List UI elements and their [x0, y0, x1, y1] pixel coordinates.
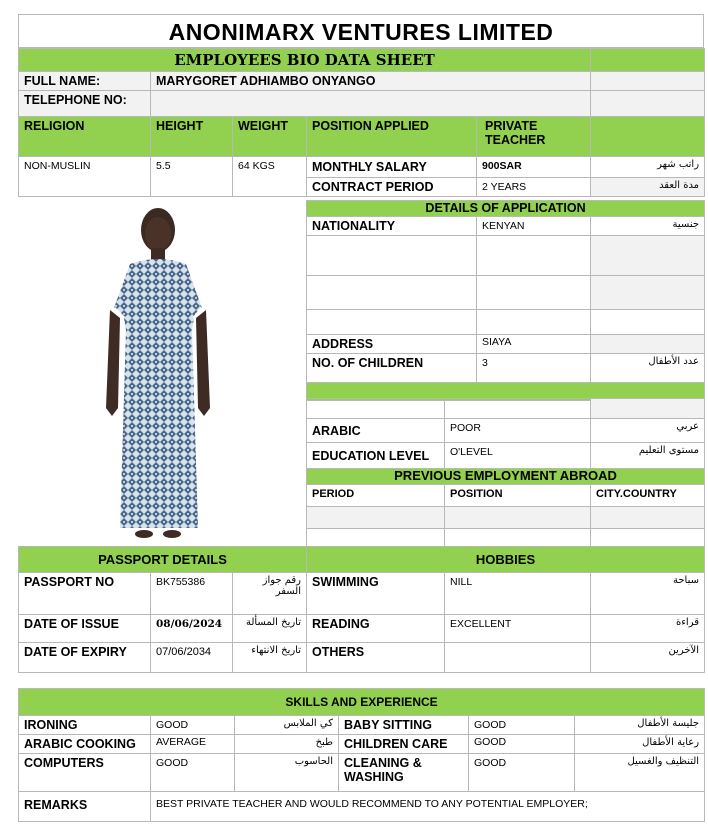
- arabic-label: ARABIC: [307, 419, 445, 443]
- education-value: O'LEVEL: [445, 443, 591, 469]
- personal-info-table: [18, 48, 705, 197]
- baby-sitting-value: GOOD: [469, 716, 575, 735]
- position-applied-value: PRIVATE TEACHER: [477, 117, 591, 157]
- address-label: ADDRESS: [307, 335, 477, 354]
- height-value: 5.5: [151, 157, 233, 197]
- full-name-label: FULL NAME:: [19, 72, 151, 91]
- weight-label: WEIGHT: [233, 117, 307, 157]
- arabic-cooking-ar: طبخ: [235, 735, 339, 754]
- telephone-value: [151, 91, 591, 117]
- computers-ar: الحاسوب: [235, 754, 339, 792]
- passport-no-value: BK755386: [151, 573, 233, 615]
- reading-ar: قراءة: [591, 615, 705, 643]
- ironing-ar: كي الملابس: [235, 716, 339, 735]
- swimming-ar: سباحة: [591, 573, 705, 615]
- person-illustration: [96, 198, 220, 542]
- skills-table: [18, 688, 705, 822]
- address-value: SIAYA: [477, 335, 591, 354]
- position-applied-label: POSITION APPLIED: [307, 117, 477, 157]
- remarks-label: REMARKS: [19, 792, 151, 822]
- city-country-label: CITY.COUNTRY: [591, 485, 705, 507]
- passport-no-label: PASSPORT NO: [19, 573, 151, 615]
- contract-period-ar: مدة العقد: [591, 178, 705, 197]
- hobbies-header: HOBBIES: [307, 547, 705, 573]
- issue-date-value: 08/06/2024: [151, 615, 233, 643]
- monthly-salary-value: 900SAR: [477, 157, 591, 178]
- application-header: DETAILS OF APPLICATION: [307, 201, 705, 217]
- contract-period-value: 2 YEARS: [477, 178, 591, 197]
- children-value: 3: [477, 354, 591, 383]
- issue-date-label: DATE OF ISSUE: [19, 615, 151, 643]
- height-label: HEIGHT: [151, 117, 233, 157]
- computers-value: GOOD: [151, 754, 235, 792]
- computers-label: COMPUTERS: [19, 754, 151, 792]
- weight-value: 64 KGS: [233, 157, 307, 197]
- skills-header: SKILLS AND EXPERIENCE: [19, 689, 705, 716]
- arabic-cooking-label: ARABIC COOKING: [19, 735, 151, 754]
- nationality-label: NATIONALITY: [307, 217, 477, 236]
- children-label: NO. OF CHILDREN: [307, 354, 477, 383]
- others-ar: الآخرين: [591, 643, 705, 673]
- company-title: ANONIMARX VENTURES LIMITED: [18, 14, 704, 48]
- contract-period-label: CONTRACT PERIOD: [307, 178, 477, 197]
- application-table: [306, 200, 705, 401]
- telephone-label: TELEPHONE NO:: [19, 91, 151, 117]
- cleaning-washing-value: GOOD: [469, 754, 575, 792]
- religion-value: NON-MUSLIN: [19, 157, 151, 197]
- ironing-value: GOOD: [151, 716, 235, 735]
- baby-sitting-label: BABY SITTING: [339, 716, 469, 735]
- monthly-salary-label: MONTHLY SALARY: [307, 157, 477, 178]
- arabic-value: POOR: [445, 419, 591, 443]
- issue-date-ar: تاريخ المسألة: [233, 615, 307, 643]
- education-label: EDUCATION LEVEL: [307, 443, 445, 469]
- expiry-date-value: 07/06/2034: [151, 643, 233, 673]
- expiry-date-label: DATE OF EXPIRY: [19, 643, 151, 673]
- expiry-date-ar: تاريخ الانتهاء: [233, 643, 307, 673]
- education-ar: مستوى التعليم: [591, 443, 705, 469]
- children-care-label: CHILDREN CARE: [339, 735, 469, 754]
- passport-hobbies-table: [18, 546, 705, 673]
- children-care-ar: رعاية الأطفال: [575, 735, 705, 754]
- cleaning-washing-ar: التنظيف والغسيل: [575, 754, 705, 792]
- arabic-ar: عربي: [591, 419, 705, 443]
- swimming-value: NILL: [445, 573, 591, 615]
- remarks-value: BEST PRIVATE TEACHER AND WOULD RECOMMEND TO ANY POTENTIAL EMPLOYER;: [151, 792, 705, 822]
- monthly-salary-ar: راتب شهر: [591, 157, 705, 178]
- reading-label: READING: [307, 615, 445, 643]
- arabic-cooking-value: AVERAGE: [151, 735, 235, 754]
- baby-sitting-ar: جليسة الأطفال: [575, 716, 705, 735]
- others-value: [445, 643, 591, 673]
- passport-no-ar: رقم جواز السفر: [233, 573, 307, 615]
- nationality-ar: جنسية: [591, 217, 705, 236]
- ironing-label: IRONING: [19, 716, 151, 735]
- previous-employment-header: PREVIOUS EMPLOYMENT ABROAD: [307, 469, 705, 485]
- children-care-value: GOOD: [469, 735, 575, 754]
- others-label: OTHERS: [307, 643, 445, 673]
- passport-header: PASSPORT DETAILS: [19, 547, 307, 573]
- language-education-table: [306, 398, 705, 547]
- period-label: PERIOD: [307, 485, 445, 507]
- swimming-label: SWIMMING: [307, 573, 445, 615]
- position-label: POSITION: [445, 485, 591, 507]
- sheet-title: EMPLOYEES BIO DATA SHEET: [19, 49, 591, 72]
- reading-value: EXCELLENT: [445, 615, 591, 643]
- nationality-value: KENYAN: [477, 217, 591, 236]
- children-ar: عدد الأطفال: [591, 354, 705, 383]
- religion-label: RELIGION: [19, 117, 151, 157]
- employee-photo: [18, 184, 306, 546]
- full-name-value: MARYGORET ADHIAMBO ONYANGO: [151, 72, 591, 91]
- cleaning-washing-label: CLEANING & WASHING: [339, 754, 469, 792]
